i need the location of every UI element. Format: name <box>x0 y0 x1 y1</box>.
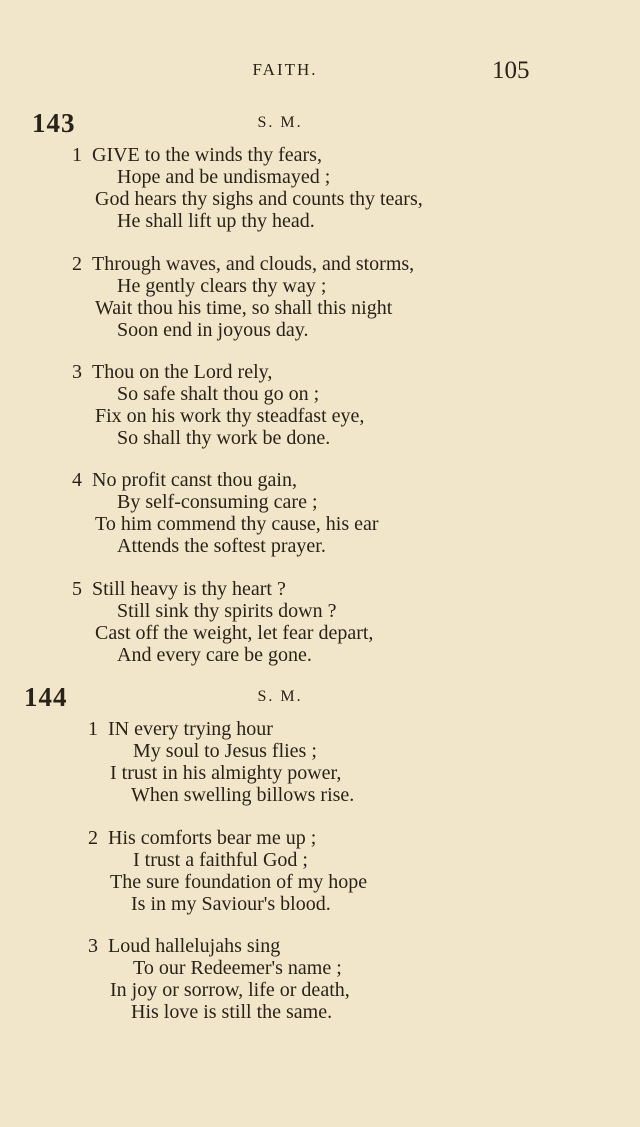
hymn-meter: S. M. <box>257 688 303 705</box>
page-number: 105 <box>492 57 530 84</box>
verse-line-text: His comforts bear me up ; <box>108 827 317 849</box>
verse-line: Attends the softest prayer. <box>117 535 326 557</box>
verse-line: By self-consuming care ; <box>117 491 318 513</box>
verse-line: To him commend thy cause, his ear <box>95 513 379 535</box>
verse-number: 5 <box>72 578 82 600</box>
verse-line-text: Loud hallelujahs sing <box>108 935 281 957</box>
verse-line <box>72 469 297 491</box>
verse-line: In joy or sorrow, life or death, <box>110 979 350 1001</box>
verse-line-text: Still heavy is thy heart ? <box>92 578 286 600</box>
verse-line-text: GIVE to the winds thy fears, <box>92 144 322 166</box>
hymn-meter: S. M. <box>257 114 303 131</box>
verse-number: 1 <box>72 144 82 166</box>
verse-line: Cast off the weight, let fear depart, <box>95 622 374 644</box>
hymn-number: 143 <box>32 108 76 138</box>
verse-line-text: No profit canst thou gain, <box>92 469 297 491</box>
verse-line: Hope and be undismayed ; <box>117 166 331 188</box>
verse-line: I trust in his almighty power, <box>110 762 342 784</box>
verse-line <box>72 253 414 275</box>
hymn-number: 144 <box>24 682 68 712</box>
verse-line: Is in my Saviour's blood. <box>131 893 331 915</box>
verse-line: I trust a faithful God ; <box>133 849 308 871</box>
verse-line: He gently clears thy way ; <box>117 275 327 297</box>
verse-line <box>88 827 316 849</box>
verse-line-text: IN every trying hour <box>108 718 273 740</box>
verse-line: Wait thou his time, so shall this night <box>95 297 393 319</box>
verse-line: And every care be gone. <box>117 644 312 666</box>
verse-number: 2 <box>88 827 98 849</box>
verse-line-text: Through waves, and clouds, and storms, <box>92 253 415 275</box>
verse-line: Soon end in joyous day. <box>117 319 309 341</box>
verse-number: 4 <box>72 469 82 491</box>
verse-line <box>72 361 272 383</box>
verse-number: 3 <box>88 935 98 957</box>
verse-line: His love is still the same. <box>131 1001 333 1023</box>
verse-line <box>88 935 280 957</box>
verse-line <box>72 578 286 600</box>
verse-line <box>88 718 273 740</box>
verse-line <box>72 144 322 166</box>
verse-line: Fix on his work thy steadfast eye, <box>95 405 365 427</box>
verse-number: 3 <box>72 361 82 383</box>
verse-line: When swelling billows rise. <box>131 784 355 806</box>
verse-number: 1 <box>88 718 98 740</box>
verse-line: My soul to Jesus flies ; <box>133 740 317 762</box>
verse-line: So shall thy work be done. <box>117 427 331 449</box>
verse-line: He shall lift up thy head. <box>117 210 315 232</box>
verse-number: 2 <box>72 253 82 275</box>
verse-line-text: Thou on the Lord rely, <box>92 361 273 383</box>
verse-line: The sure foundation of my hope <box>110 871 368 893</box>
verse-line: God hears thy sighs and counts thy tears, <box>95 188 423 210</box>
verse-line: Still sink thy spirits down ? <box>117 600 337 622</box>
running-title: FAITH. <box>252 60 318 79</box>
verse-line: So safe shalt thou go on ; <box>117 383 320 405</box>
verse-line: To our Redeemer's name ; <box>133 957 342 979</box>
